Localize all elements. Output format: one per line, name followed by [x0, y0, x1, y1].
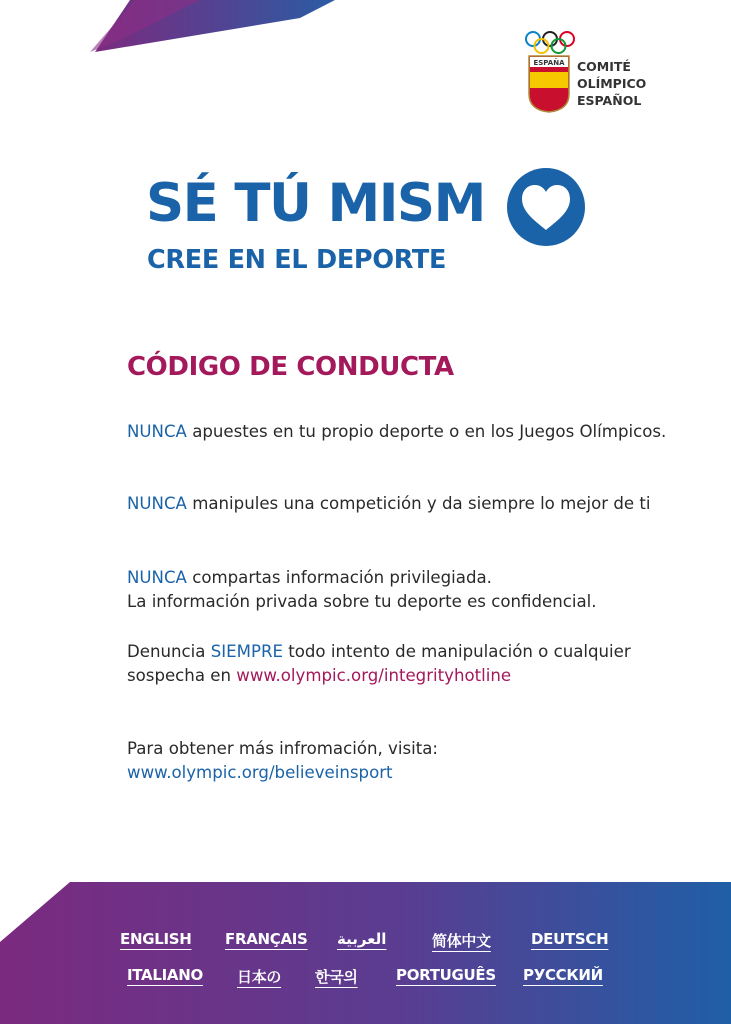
lang-link-korean[interactable]: 한국의 — [315, 968, 358, 986]
language-footer — [0, 882, 731, 1024]
logo-line-1: COMITÉ — [577, 59, 631, 74]
olympic-rings-icon — [524, 30, 576, 56]
rule-keyword: NUNCA — [127, 422, 187, 441]
footer-gradient-band — [0, 882, 731, 1024]
lang-link-arabic[interactable]: العربية — [337, 930, 387, 948]
rule-text: manipules una competición y da siempre lo mejor de ti — [186, 494, 651, 513]
logo-text — [577, 58, 646, 109]
report-prefix: Denuncia — [127, 642, 211, 661]
report-keyword: SIEMPRE — [210, 642, 283, 661]
hero-title: SÉ TÚ MISM — [146, 173, 485, 234]
more-info-paragraph — [127, 737, 687, 785]
lang-link-english[interactable]: ENGLISH — [120, 930, 192, 948]
heart-circle-icon — [506, 167, 586, 247]
lang-link-german[interactable]: DEUTSCH — [531, 930, 609, 948]
lang-link-russian[interactable]: РУССКИЙ — [523, 966, 603, 984]
believe-in-sport-link[interactable]: www.olympic.org/believeinsport — [127, 763, 393, 782]
more-info-label: Para obtener más infromación, visita: — [127, 739, 438, 758]
lang-link-french[interactable]: FRANÇAIS — [225, 930, 308, 948]
rule-item-1 — [127, 420, 687, 444]
rule-text-line2: La información privada sobre tu deporte es confidencial. — [127, 592, 597, 611]
logo-badge-text: ESPAÑA — [533, 59, 565, 67]
rule-text: apuestes en tu propio deporte o en los Juegos Olímpicos. — [186, 422, 667, 441]
lang-link-portuguese[interactable]: PORTUGUÊS — [396, 966, 496, 984]
report-middle: todo intento de manipulación o cualquier sospecha en — [127, 642, 631, 685]
top-ribbon-decoration — [0, 0, 340, 52]
rule-keyword: NUNCA — [127, 494, 187, 513]
rule-item-2 — [127, 492, 687, 516]
coe-logo — [520, 30, 660, 120]
section-title: CÓDIGO DE CONDUCTA — [127, 352, 454, 382]
rule-text: compartas información privilegiada. — [186, 568, 492, 587]
integrity-hotline-link[interactable]: www.olympic.org/integrityhotline — [236, 666, 512, 685]
logo-line-3: ESPAÑOL — [577, 93, 642, 108]
hero-subtitle: CREE EN EL DEPORTE — [147, 245, 447, 275]
logo-line-2: OLÍMPICO — [577, 76, 647, 91]
lang-link-japanese[interactable]: 日本の — [237, 968, 282, 986]
lang-link-chinese[interactable]: 简体中文 — [432, 932, 491, 950]
lang-link-italian[interactable]: ITALIANO — [127, 966, 203, 984]
report-paragraph — [127, 640, 667, 688]
spain-flag-shield-icon — [527, 54, 571, 114]
rule-item-3 — [127, 566, 687, 614]
rule-keyword: NUNCA — [127, 568, 187, 587]
